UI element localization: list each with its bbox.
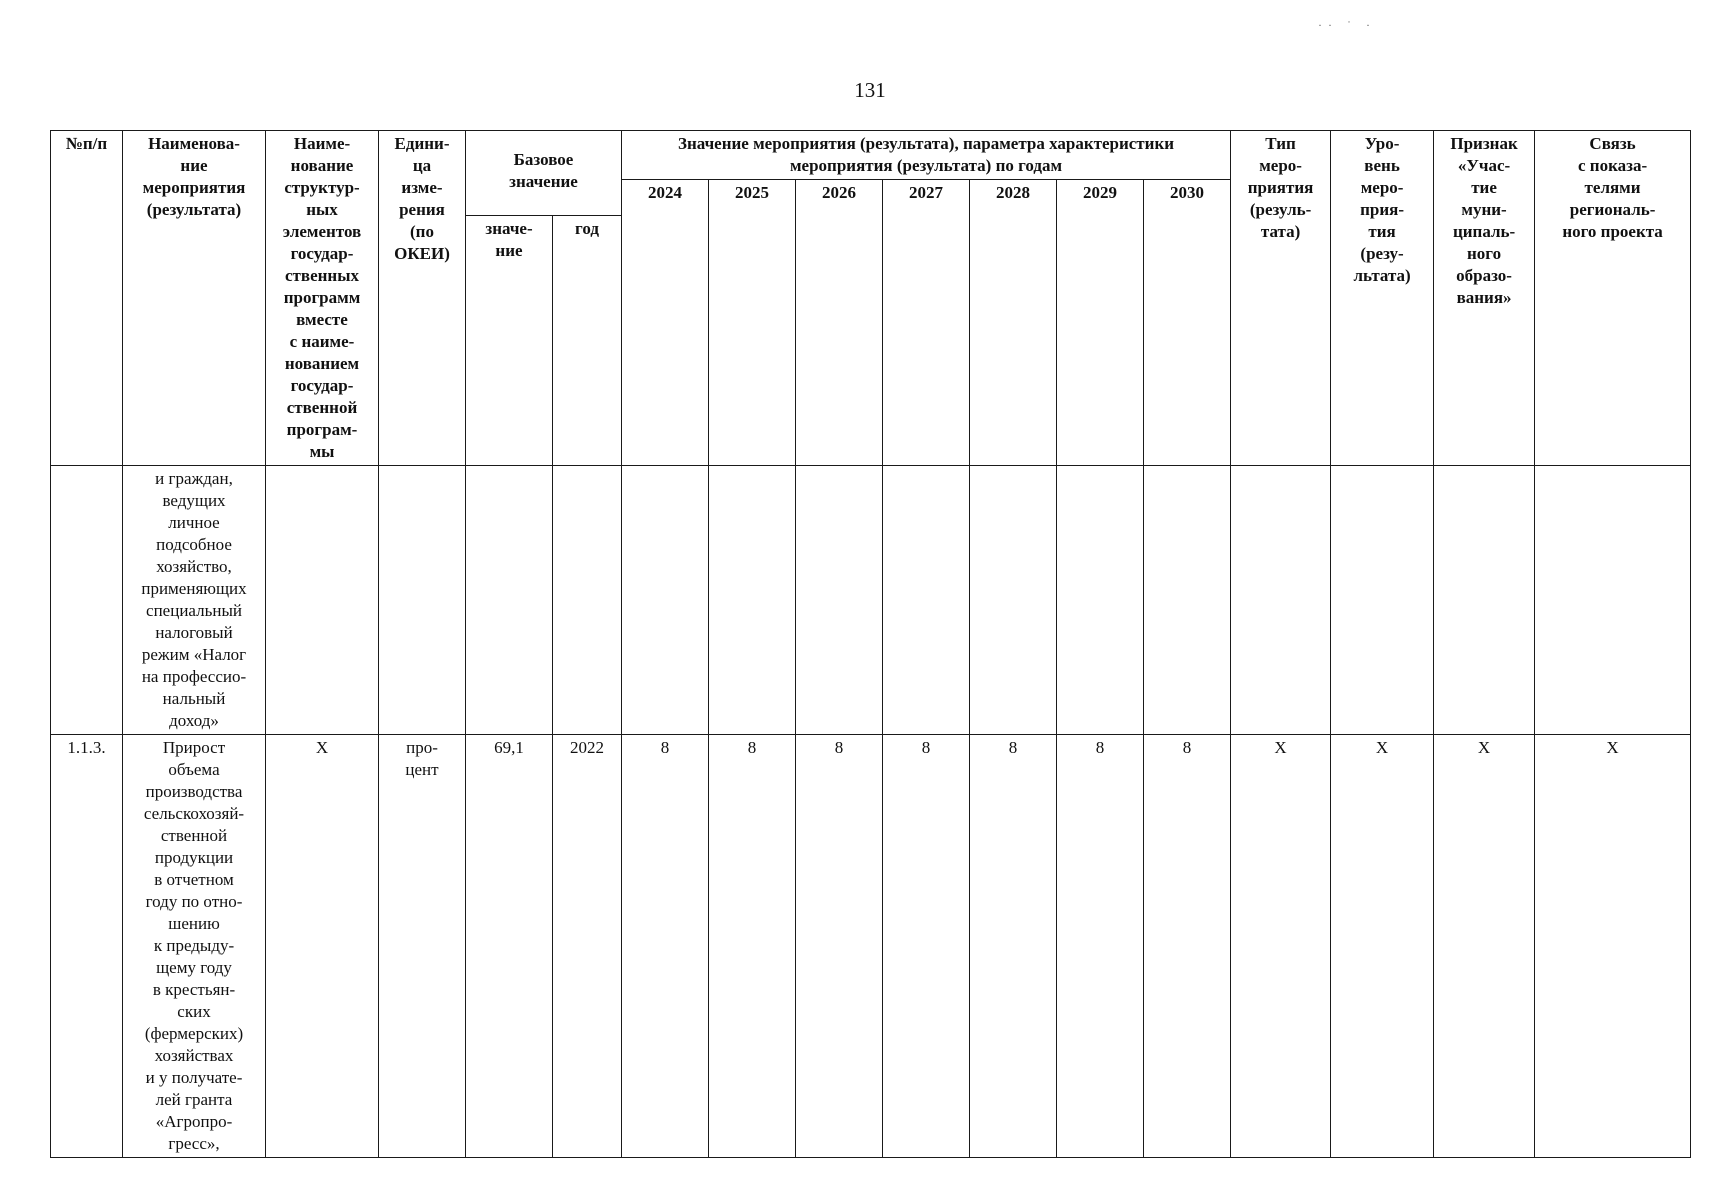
cell-structural bbox=[266, 466, 379, 735]
header-type: Тип меро- приятия (резуль- тата) bbox=[1231, 131, 1331, 466]
cell-year-2025: 8 bbox=[709, 735, 796, 1158]
header-base-group: Базовое значение bbox=[466, 131, 622, 216]
header-year-2024: 2024 bbox=[622, 180, 709, 466]
page-number: 131 bbox=[854, 78, 886, 102]
cell-structural: X bbox=[266, 735, 379, 1158]
cell-year-2028: 8 bbox=[970, 735, 1057, 1158]
cell-year-2030: 8 bbox=[1144, 735, 1231, 1158]
header-name: Наименова- ние мероприятия (результата) bbox=[123, 131, 266, 466]
cell-unit: про- цент bbox=[379, 735, 466, 1158]
header-year-2026: 2026 bbox=[796, 180, 883, 466]
header-num: №п/п bbox=[51, 131, 123, 466]
cell-year-2026 bbox=[796, 466, 883, 735]
cell-year-2029 bbox=[1057, 466, 1144, 735]
table-row bbox=[51, 466, 1691, 735]
header-years-group: Значение мероприятия (результата), параметра характеристики мероприятия (результата) по годам bbox=[622, 131, 1231, 180]
header-municipal: Признак «Учас- тие муни- ципаль- ного образо- вания» bbox=[1434, 131, 1535, 466]
cell-num bbox=[51, 466, 123, 735]
header-year-2029: 2029 bbox=[1057, 180, 1144, 466]
header-level: Уро- вень меро- прия- тия (резу- льтата) bbox=[1331, 131, 1434, 466]
cell-link bbox=[1535, 466, 1691, 735]
cell-base-year bbox=[553, 466, 622, 735]
header-year-2030: 2030 bbox=[1144, 180, 1231, 466]
cell-year-2024: 8 bbox=[622, 735, 709, 1158]
header-unit: Едини- ца изме- рения (по ОКЕИ) bbox=[379, 131, 466, 466]
cell-year-2030 bbox=[1144, 466, 1231, 735]
cell-name: и граждан, ведущих личное подсобное хозяйство, применяющих специальный налоговый режим «Налог на профессио- нальный доход» bbox=[123, 466, 266, 735]
cell-level bbox=[1331, 466, 1434, 735]
cell-municipal bbox=[1434, 466, 1535, 735]
cell-name: Прирост объема производства сельскохозяй- ственной продукции в отчетном году по отно- шению к предыду- щему году в крестьян- ских (фермерских) хозяйствах и у получате- лей гранта «Агропро- гресс», bbox=[123, 735, 266, 1158]
cell-year-2026: 8 bbox=[796, 735, 883, 1158]
cell-link: X bbox=[1535, 735, 1691, 1158]
header-base-year: год bbox=[553, 216, 622, 466]
cell-year-2025 bbox=[709, 466, 796, 735]
table-row bbox=[51, 735, 1691, 1158]
cell-type: X bbox=[1231, 735, 1331, 1158]
cell-year-2027 bbox=[883, 466, 970, 735]
cell-num: 1.1.3. bbox=[51, 735, 123, 1158]
cell-base-value: 69,1 bbox=[466, 735, 553, 1158]
header-year-2025: 2025 bbox=[709, 180, 796, 466]
cell-year-2029: 8 bbox=[1057, 735, 1144, 1158]
cell-year-2024 bbox=[622, 466, 709, 735]
cell-municipal: X bbox=[1434, 735, 1535, 1158]
cell-unit bbox=[379, 466, 466, 735]
cell-base-year: 2022 bbox=[553, 735, 622, 1158]
events-table bbox=[50, 130, 1691, 1158]
scan-specks: ·· ˙ · bbox=[1318, 18, 1376, 32]
header-year-2027: 2027 bbox=[883, 180, 970, 466]
cell-base-value bbox=[466, 466, 553, 735]
header-structural: Наиме- нование структур- ных элементов государ- ственных программ вместе с наиме- нованием государ- ственной програм- мы bbox=[266, 131, 379, 466]
cell-year-2027: 8 bbox=[883, 735, 970, 1158]
header-year-2028: 2028 bbox=[970, 180, 1057, 466]
header-link: Связь с показа- телями региональ- ного проекта bbox=[1535, 131, 1691, 466]
cell-year-2028 bbox=[970, 466, 1057, 735]
cell-level: X bbox=[1331, 735, 1434, 1158]
cell-type bbox=[1231, 466, 1331, 735]
header-base-value: значе- ние bbox=[466, 216, 553, 466]
